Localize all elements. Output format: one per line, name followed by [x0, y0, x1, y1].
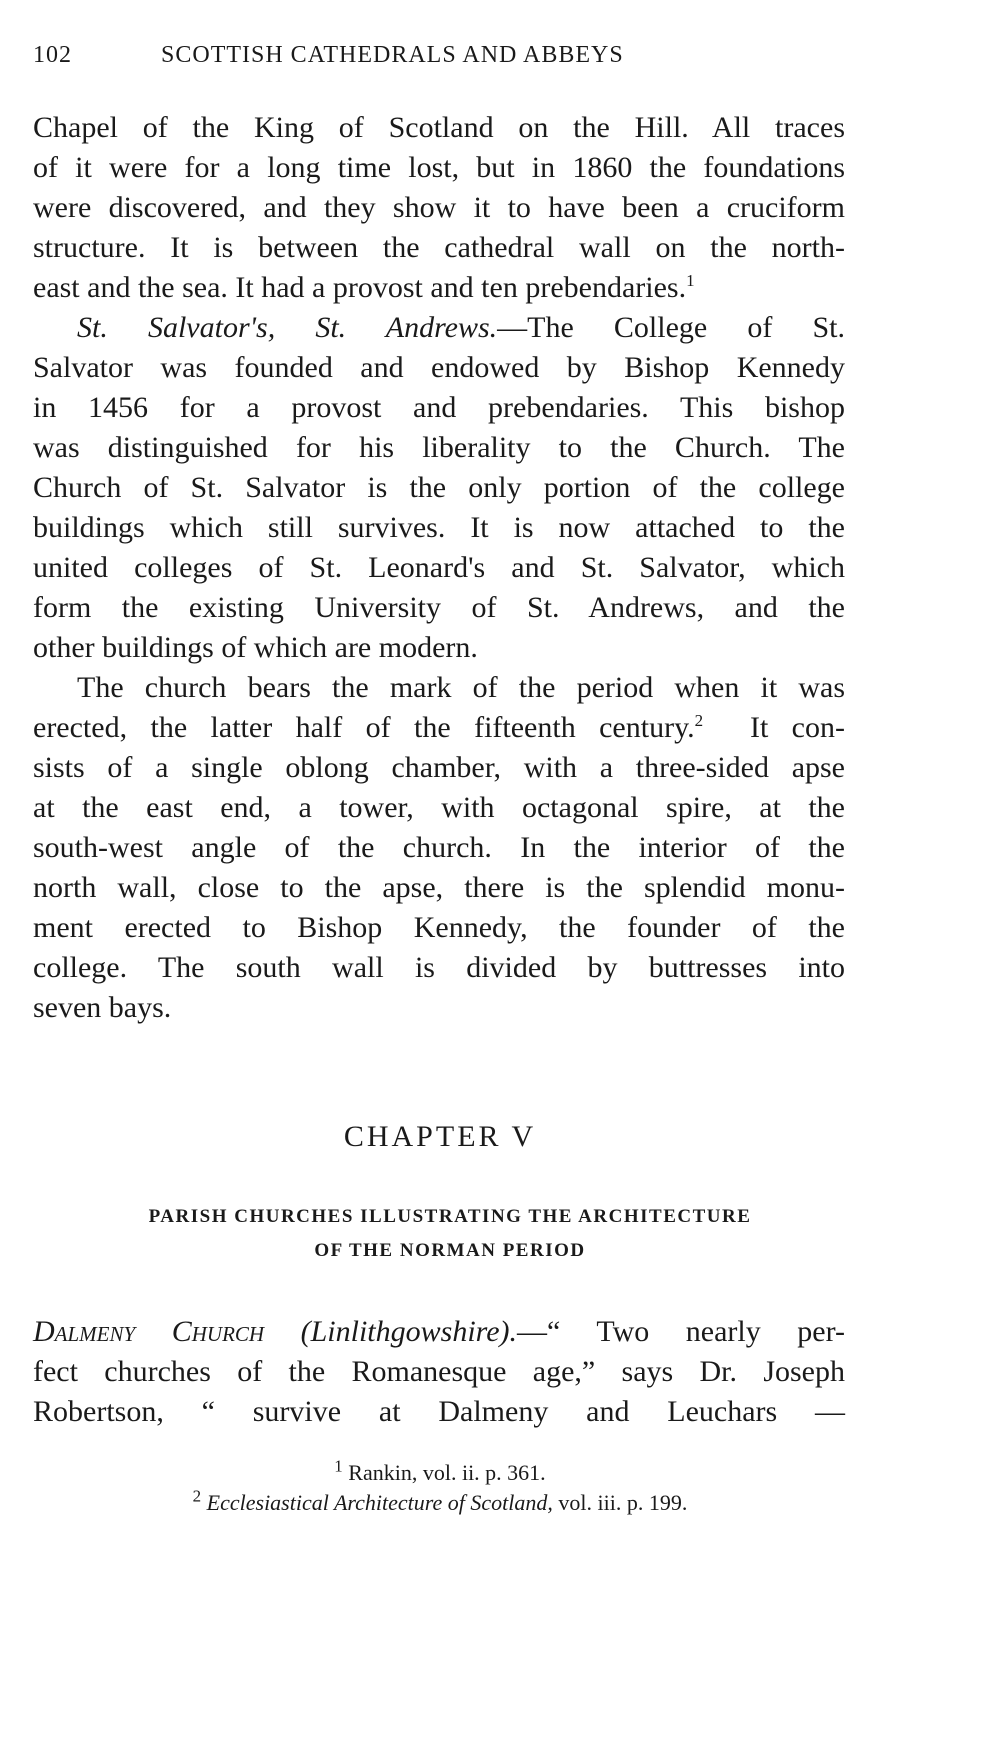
- chapter-title: CHAPTER V: [343, 1120, 537, 1153]
- place-name: (Linlithgowshire).: [300, 1315, 518, 1348]
- text-line: in 1456 for a provost and prebendaries. This bishop: [33, 391, 845, 424]
- footnote: [0, 1456, 880, 1486]
- text-span: —“ Two nearly per-: [517, 1315, 845, 1348]
- text-line: ment erected to Bishop Kennedy, the founder of the: [33, 911, 845, 944]
- text-line: buildings which still survives. It is now attached to the: [33, 511, 845, 544]
- text-line: Chapel of the King of Scotland on the Hill. All traces: [33, 111, 845, 144]
- text-line: south-west angle of the church. In the interior of the: [33, 831, 845, 864]
- section-lead: Dalmeny Church: [33, 1315, 265, 1348]
- running-title: SCOTTISH CATHEDRALS AND ABBEYS: [161, 42, 624, 68]
- text-line: Church of St. Salvator is the only portion of the college: [33, 471, 845, 504]
- text-line: were discovered, and they show it to have been a cruciform: [33, 191, 845, 224]
- text-line: college. The south wall is divided by buttresses into: [33, 951, 845, 984]
- text-line: north wall, close to the apse, there is the splendid monu-: [33, 871, 845, 904]
- text-span: It con-: [749, 711, 845, 744]
- chapter-subtitle-line: OF THE NORMAN PERIOD: [314, 1240, 586, 1261]
- text-line: Salvator was founded and endowed by Bishop Kennedy: [33, 351, 845, 384]
- text-line: seven bays.: [33, 991, 172, 1024]
- text-line: Robertson, “ survive at Dalmeny and Leuchars —: [33, 1395, 845, 1428]
- text-line: [33, 308, 845, 348]
- chapter-subtitle-line: PARISH CHURCHES ILLUSTRATING THE ARCHITECTURE: [148, 1206, 752, 1227]
- text-line: structure. It is between the cathedral wall on the north-: [33, 231, 845, 264]
- text-line: sists of a single oblong chamber, with a three-sided apse: [33, 751, 845, 784]
- text-line: fect churches of the Romanesque age,” says Dr. Joseph: [33, 1355, 845, 1388]
- footnote-ref: 2: [694, 711, 704, 730]
- footnote-text: vol. iii. p. 199.: [552, 1490, 688, 1515]
- text-line: [33, 708, 845, 748]
- chapter-text: [33, 1312, 845, 1432]
- main-text: [33, 108, 845, 1028]
- text-line: [33, 268, 845, 308]
- text-line: The church bears the mark of the period when it was: [77, 671, 845, 704]
- footnote: [0, 1486, 880, 1516]
- text-line: form the existing University of St. Andrews, and the: [33, 591, 845, 624]
- text-span: east and the sea. It had a provost and ten prebendaries.: [33, 271, 687, 304]
- footnote-mark: 2: [192, 1486, 202, 1506]
- text-line: at the east end, a tower, with octagonal spire, at the: [33, 791, 845, 824]
- footnote-mark: 1: [334, 1456, 343, 1476]
- text-span: —The College of St.: [497, 311, 846, 344]
- text-line: of it were for a long time lost, but in 1860 the foundations: [33, 151, 845, 184]
- text-line: other buildings of which are modern.: [33, 631, 478, 664]
- text-line: united colleges of St. Leonard's and St. Salvator, which: [33, 551, 845, 584]
- footnote-ref: 1: [686, 271, 695, 290]
- footnote-title: Ecclesiastical Architecture of Scotland,: [206, 1490, 553, 1515]
- text-line: was distinguished for his liberality to the Church. The: [33, 431, 845, 464]
- text-line: [33, 1312, 845, 1352]
- text-span: erected, the latter half of the fifteenth century.: [33, 711, 695, 744]
- chapter-subtitle: [0, 1200, 900, 1268]
- page-number: 102: [33, 42, 72, 68]
- section-lead: St. Salvator's, St. Andrews.: [77, 311, 498, 344]
- footnote-text: Rankin, vol. ii. p. 361.: [348, 1460, 546, 1485]
